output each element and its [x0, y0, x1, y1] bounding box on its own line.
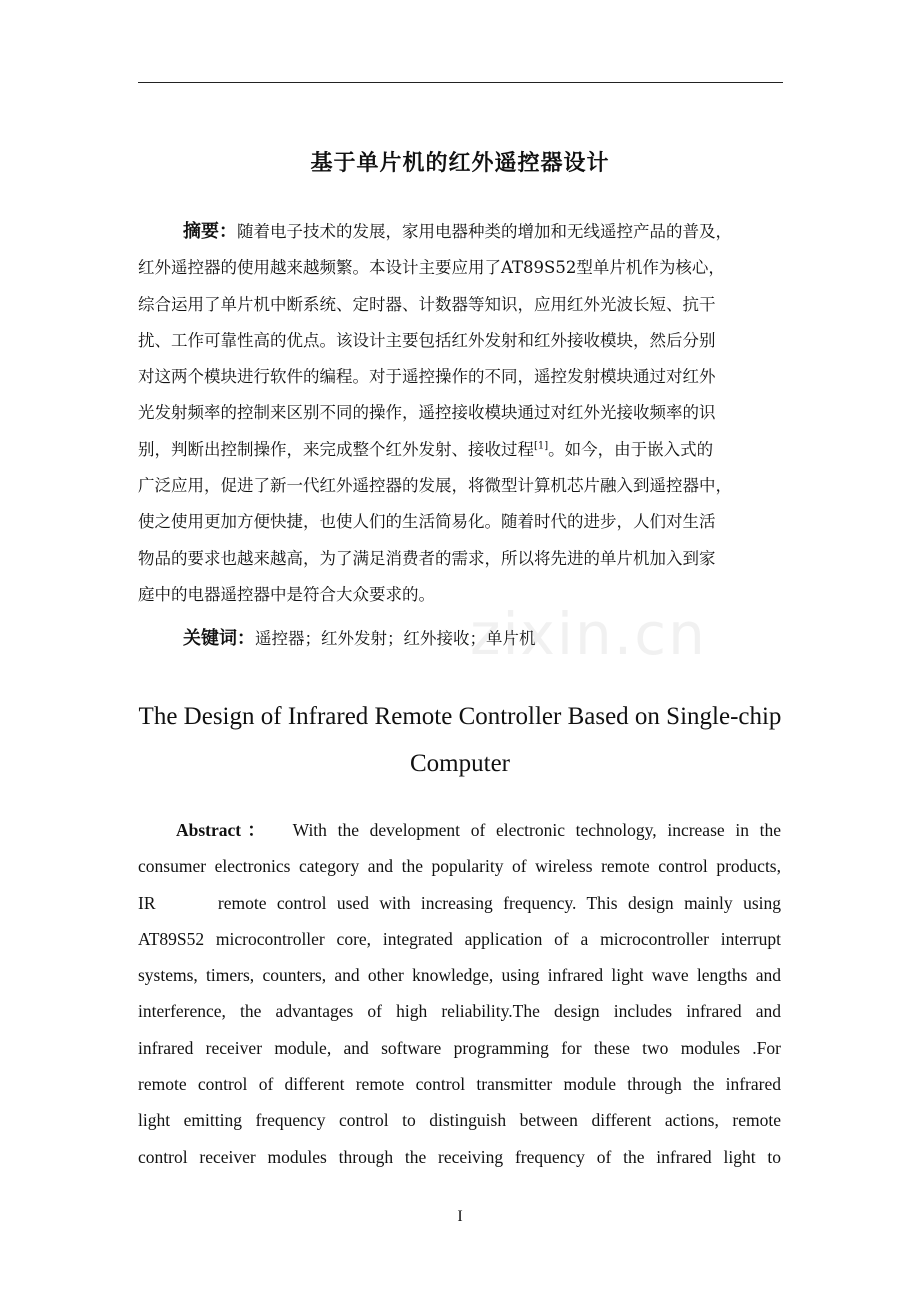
en-abstract-line: Abstract： With the development of electronic technology, increase in the — [176, 820, 782, 840]
cn-abstract-line: 综合运用了单片机中断系统、定时器、计数器等知识，应用红外光波长短、抗干 — [138, 294, 716, 314]
cn-abstract-line: 光发射频率的控制来区别不同的操作，遥控接收模块通过对红外光接收频率的识 — [138, 403, 716, 423]
en-abstract-line: systems, timers, counters, and other knowledge, using infrared light wave lengths and — [138, 965, 781, 986]
chinese-title: 基于单片机的红外遥控器设计 — [310, 151, 610, 176]
watermark: zixin.cn — [470, 600, 707, 668]
cn-abstract-line: 庭中的电器遥控器中是符合大众要求的。 — [138, 584, 435, 604]
en-abstract-line: interference, the advantages of high reliability.The design includes infrared and — [138, 1001, 781, 1022]
en-abstract-line: remote control of different remote control transmitter module through the infrared — [138, 1074, 781, 1095]
cn-abstract-line: 广泛应用，促进了新一代红外遥控器的发展，将微型计算机芯片融入到遥控器中， — [138, 476, 732, 496]
en-abstract-line: AT89S52 microcontroller core, integrated application of a microcontroller interrupt — [138, 928, 781, 949]
chinese-abstract — [138, 214, 786, 613]
english-title — [0, 693, 920, 787]
en-abstract-line: consumer electronics category and the popularity of wireless remote control products, — [138, 856, 781, 877]
en-abstract-line: control receiver modules through the receiving frequency of the infrared light to — [138, 1146, 781, 1167]
cn-abstract-line: 使之使用更加方便快捷，也使人们的生活简易化。随着时代的进步，人们对生活 — [138, 512, 716, 532]
cn-abstract-label: 摘要： — [183, 221, 237, 242]
english-abstract — [138, 812, 781, 1175]
english-title-line: The Design of Infrared Remote Controller Based on Single-chip — [138, 703, 782, 730]
cn-abstract-line: 对这两个模块进行软件的编程。对于遥控操作的不同，遥控发射模块通过对红外 — [138, 367, 716, 387]
keywords-label: 关键词： — [183, 628, 255, 649]
cn-abstract-line: 别，判断出控制操作，来完成整个红外发射、接收过程[1]。如今，由于嵌入式的 — [138, 439, 714, 459]
cn-abstract-line: 物品的要求也越来越高，为了满足消费者的需求，所以将先进的单片机加入到家 — [138, 548, 716, 568]
english-title-line: Computer — [410, 750, 510, 777]
keywords-text: 遥控器；红外发射；红外接收；单片机 — [255, 629, 536, 648]
en-abstract-line: light emitting frequency control to distinguish between different actions, remote — [138, 1110, 781, 1131]
cn-abstract-line: 红外遥控器的使用越来越频繁。本设计主要应用了AT89S52型单片机作为核心， — [138, 258, 725, 278]
en-abstract-line: IR remote control used with increasing frequency. This design mainly using — [138, 892, 781, 913]
cn-abstract-line: 摘要：随着电子技术的发展，家用电器种类的增加和无线遥控产品的普及， — [183, 221, 732, 242]
header-rule — [138, 82, 783, 83]
page-number: I — [457, 1208, 463, 1225]
en-abstract-label: Abstract： — [176, 820, 272, 840]
en-abstract-line: infrared receiver module, and software programming for these two modules .For — [138, 1037, 781, 1058]
cn-abstract-line: 扰、工作可靠性高的优点。该设计主要包括红外发射和红外接收模块，然后分别 — [138, 330, 716, 350]
citation-ref: [1] — [534, 440, 549, 452]
